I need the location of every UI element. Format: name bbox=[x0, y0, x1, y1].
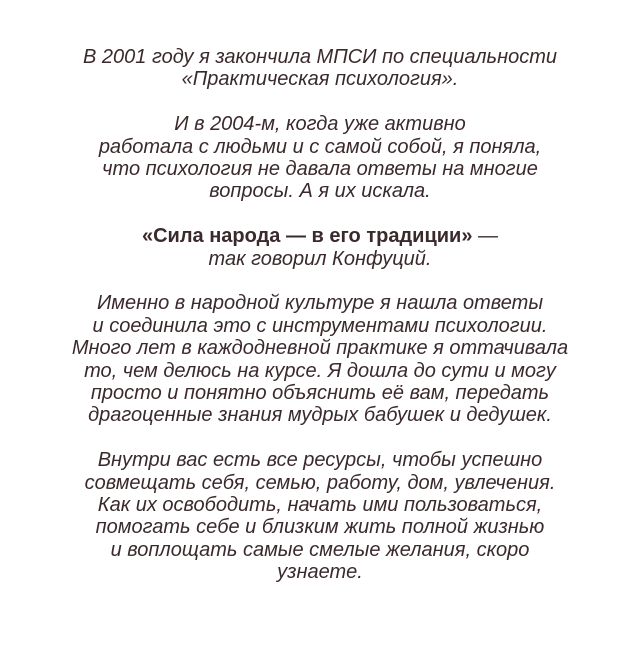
text-line: Как их освободить, начать ими пользоваться, bbox=[97, 494, 543, 517]
text-line: Именно в народной культуре я нашла ответы bbox=[96, 292, 544, 315]
paragraph-folk-culture bbox=[0, 292, 640, 426]
text-line: и воплощать самые смелые желания, скоро bbox=[110, 538, 530, 561]
text-line: и соединила это с инструментами психологии. bbox=[92, 314, 548, 337]
paragraph-resources bbox=[0, 449, 640, 583]
text-line: узнаете. bbox=[277, 561, 363, 584]
text-line: что психология не давала ответы на многие bbox=[102, 158, 538, 181]
text-line: «Практическая психология». bbox=[181, 68, 459, 91]
text-line: Много лет в каждодневной практике я оттачивала bbox=[71, 337, 569, 360]
text-line: Внутри вас есть все ресурсы, чтобы успешно bbox=[97, 449, 543, 472]
paragraph-realization bbox=[0, 113, 640, 203]
text-line: помогать себе и близким жить полной жизнью bbox=[95, 516, 545, 539]
text-line: вопросы. А я их искала. bbox=[209, 180, 431, 203]
quote-attribution: так говорил Конфуций. bbox=[208, 247, 432, 270]
paragraph-education bbox=[0, 46, 640, 91]
text-line: то, чем делюсь на курсе. Я дошла до сути и могу bbox=[84, 359, 556, 382]
text-line: совмещать себя, семью, работу, дом, увлечения. bbox=[84, 471, 556, 494]
text-line: драгоценные знания мудрых бабушек и дедушек. bbox=[88, 404, 552, 427]
text-line: И в 2004-м, когда уже активно bbox=[174, 113, 466, 136]
confucius-quote: «Сила народа — в его традиции» bbox=[141, 225, 473, 248]
quote-dash: — bbox=[472, 225, 499, 248]
paragraph-quote bbox=[0, 225, 640, 270]
text-block bbox=[0, 46, 640, 606]
text-line: просто и понятно объяснить её вам, передать bbox=[90, 382, 550, 405]
quote-line bbox=[0, 225, 640, 247]
text-line: В 2001 году я закончила МПСИ по специальности bbox=[83, 46, 557, 68]
text-line: работала с людьми и с самой собой, я поняла, bbox=[98, 135, 542, 158]
